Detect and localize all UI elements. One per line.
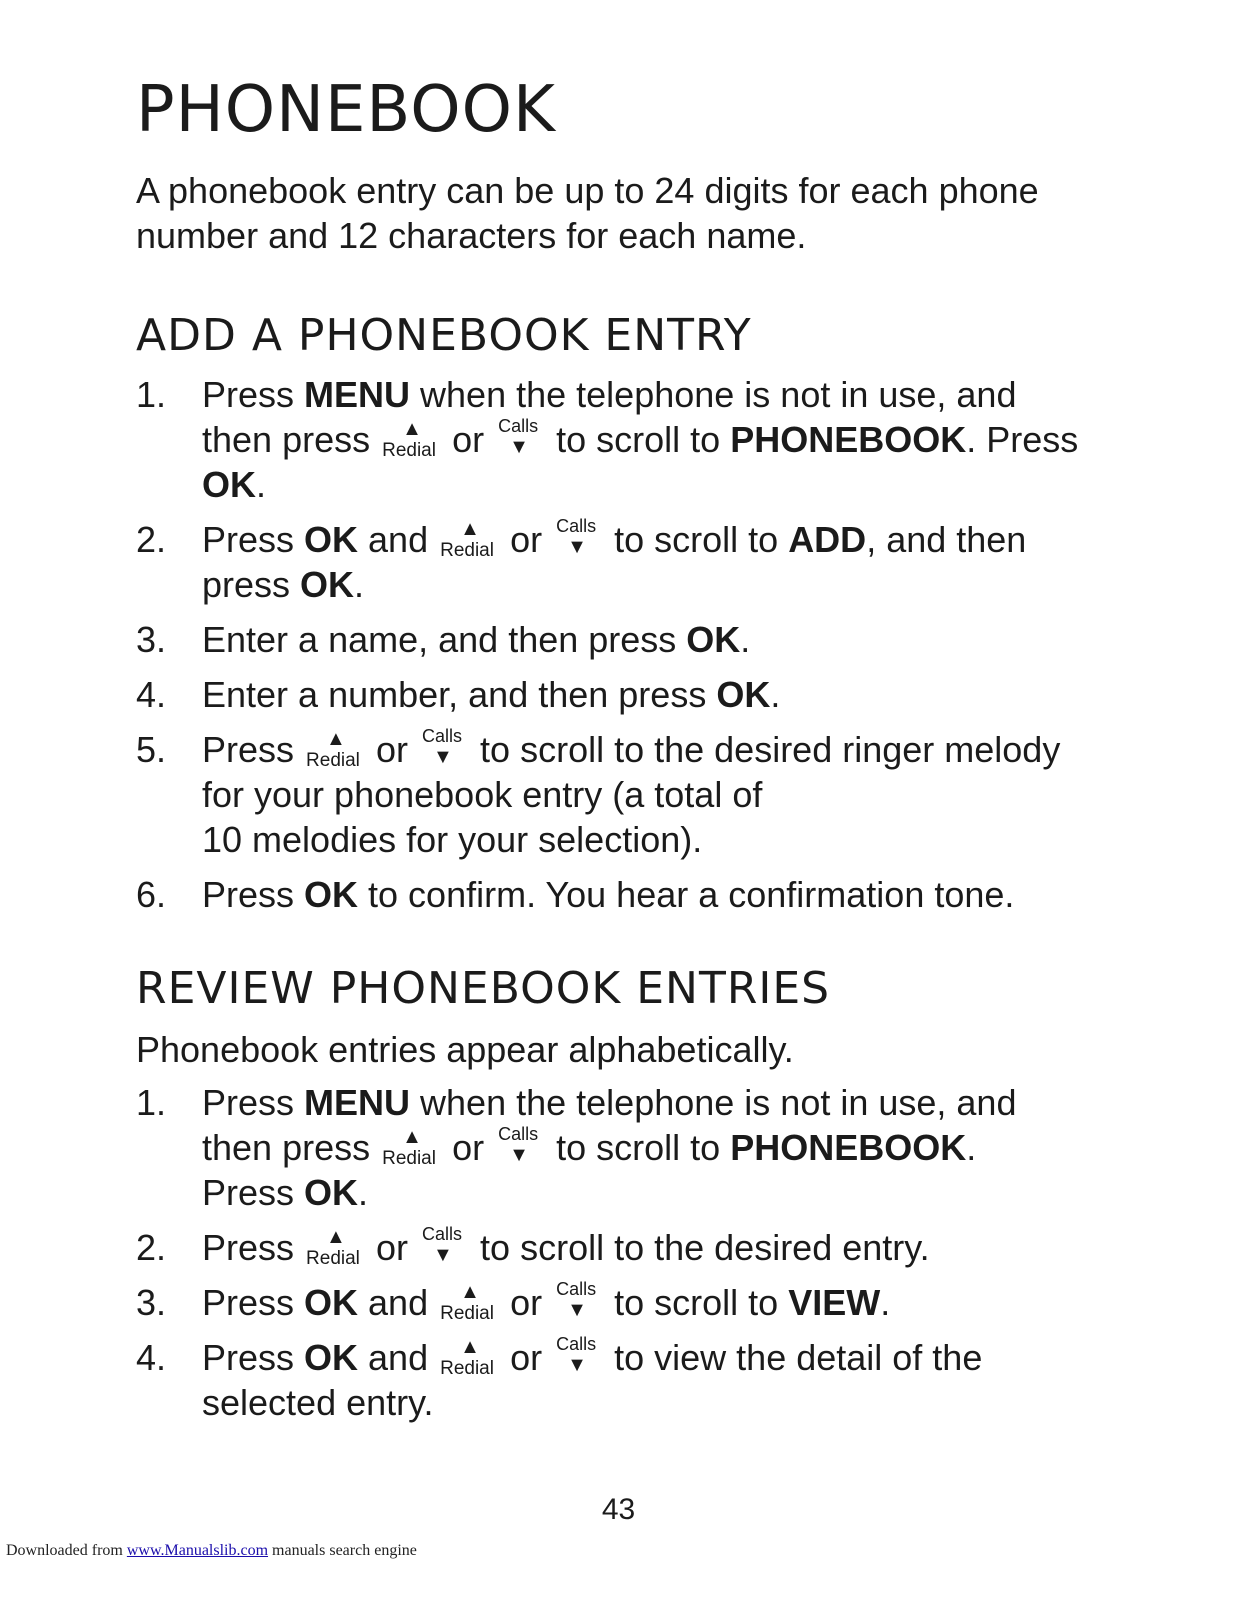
step-text: or — [366, 729, 419, 770]
calls-down-key-icon — [496, 417, 544, 462]
step-text: Press — [202, 1282, 305, 1323]
calls-down-key-icon — [420, 1225, 468, 1270]
step-text: when the telephone is not in use, and then press — [202, 374, 1017, 460]
step-text: Press — [202, 729, 305, 770]
calls-down-key-icon — [554, 1280, 602, 1325]
ok-key-text: OK — [304, 519, 359, 560]
calls-label: Calls — [498, 1124, 539, 1144]
step-text: to view the detail of the selected entry. — [202, 1337, 983, 1423]
document-page — [136, 70, 1096, 1435]
calls-down-key-icon — [554, 1335, 602, 1380]
step-text: or — [442, 419, 495, 460]
step-text: . — [966, 1127, 977, 1168]
list-item — [136, 517, 1096, 607]
section-description: Phonebook entries appear alphabetically. — [136, 1029, 794, 1070]
step-number: 1. — [136, 1082, 167, 1123]
calls-label: Calls — [422, 726, 463, 746]
ok-key-text: OK — [716, 674, 771, 715]
step-text: to scroll to the desired entry. — [470, 1227, 930, 1268]
add-key-text: ADD — [788, 519, 867, 560]
list-item — [136, 1080, 1096, 1215]
step-text: to scroll to — [546, 419, 731, 460]
ok-key-text: OK — [304, 1172, 359, 1213]
step-text: or — [500, 519, 553, 560]
step-text: , and then press — [202, 519, 1027, 605]
step-text: to confirm. You hear a confirmation tone. — [358, 874, 1015, 915]
step-text: Press — [202, 874, 305, 915]
step-text: Press — [202, 519, 305, 560]
up-arrow-icon: ▲ — [326, 728, 346, 750]
step-text: or — [500, 1337, 553, 1378]
redial-up-key-icon — [382, 1125, 440, 1170]
calls-down-key-icon — [554, 517, 602, 562]
up-arrow-icon: ▲ — [402, 1126, 422, 1148]
down-arrow-icon: ▼ — [509, 1144, 529, 1166]
step-text: Press — [202, 1227, 305, 1268]
add-steps-list — [136, 372, 1096, 917]
ok-key-text: OK — [202, 464, 256, 505]
ok-key-text: OK — [686, 619, 741, 660]
step-text: when the telephone is not in use, and then press — [202, 1082, 1017, 1168]
down-arrow-icon: ▼ — [567, 1299, 587, 1321]
ok-key-text: OK — [304, 874, 359, 915]
calls-label: Calls — [556, 1334, 597, 1354]
calls-label: Calls — [556, 1279, 597, 1299]
step-text: to scroll to — [546, 1127, 731, 1168]
step-text: and — [358, 1282, 439, 1323]
redial-up-key-icon — [440, 1335, 498, 1380]
calls-label: Calls — [422, 1224, 463, 1244]
redial-up-key-icon — [440, 517, 498, 562]
redial-label: Redial — [440, 1358, 494, 1379]
step-number: 2. — [136, 519, 167, 560]
step-text: Press — [202, 374, 305, 415]
down-arrow-icon: ▼ — [567, 1354, 587, 1376]
section-heading-add: ADD A PHONEBOOK ENTRY — [136, 310, 752, 361]
step-text: . — [354, 564, 365, 605]
step-text: . — [880, 1282, 891, 1323]
down-arrow-icon: ▼ — [567, 536, 587, 558]
redial-label: Redial — [382, 440, 436, 461]
step-text: Press — [202, 1082, 305, 1123]
down-arrow-icon: ▼ — [509, 436, 529, 458]
step-text: or — [500, 1282, 553, 1323]
footer-suffix: manuals search engine — [268, 1542, 417, 1559]
up-arrow-icon: ▲ — [326, 1226, 346, 1248]
step-text: Press — [202, 1337, 305, 1378]
step-text: or — [366, 1227, 419, 1268]
ok-key-text: OK — [304, 1282, 359, 1323]
list-item — [136, 727, 1096, 862]
step-text: Enter a number, and then press — [202, 674, 717, 715]
step-text: Press — [202, 1172, 305, 1213]
step-text: . — [770, 674, 781, 715]
step-text: 10 melodies for your selection). — [202, 819, 703, 860]
footer-prefix: Downloaded from — [6, 1542, 127, 1559]
menu-key-text: MENU — [304, 374, 411, 415]
step-text: to scroll to — [604, 519, 789, 560]
up-arrow-icon: ▲ — [402, 418, 422, 440]
step-text: to scroll to the desired ringer melody for your phonebook entry (a total of — [202, 729, 1061, 815]
view-key-text: VIEW — [788, 1282, 881, 1323]
intro-paragraph: A phonebook entry can be up to 24 digits for each phone number and 12 characters for each name. — [136, 170, 1039, 256]
down-arrow-icon: ▼ — [433, 746, 453, 768]
step-text: and — [358, 1337, 439, 1378]
redial-label: Redial — [382, 1148, 436, 1169]
ok-key-text: OK — [304, 1337, 359, 1378]
up-arrow-icon: ▲ — [460, 518, 480, 540]
step-text: and — [358, 519, 439, 560]
redial-up-key-icon — [306, 727, 364, 772]
page-number: 43 — [601, 1493, 636, 1526]
step-text: or — [442, 1127, 495, 1168]
step-text: . Press — [966, 419, 1079, 460]
redial-label: Redial — [306, 1248, 360, 1269]
up-arrow-icon: ▲ — [460, 1281, 480, 1303]
page-title: PHONEBOOK — [136, 73, 556, 147]
list-item — [136, 372, 1096, 507]
redial-up-key-icon — [306, 1225, 364, 1270]
calls-label: Calls — [556, 516, 597, 536]
calls-down-key-icon — [420, 727, 468, 772]
step-number: 3. — [136, 1282, 167, 1323]
step-number: 1. — [136, 374, 167, 415]
section-heading-review: REVIEW PHONEBOOK ENTRIES — [136, 963, 831, 1014]
phonebook-key-text: PHONEBOOK — [730, 1127, 967, 1168]
step-text: Enter a name, and then press — [202, 619, 687, 660]
calls-down-key-icon — [496, 1125, 544, 1170]
step-number: 5. — [136, 729, 167, 770]
step-number: 6. — [136, 874, 167, 915]
up-arrow-icon: ▲ — [460, 1336, 480, 1358]
step-text: to scroll to — [604, 1282, 789, 1323]
redial-label: Redial — [440, 540, 494, 561]
menu-key-text: MENU — [304, 1082, 411, 1123]
review-steps-list — [136, 1080, 1096, 1425]
list-item — [136, 672, 1096, 717]
redial-up-key-icon — [382, 417, 440, 462]
redial-up-key-icon — [440, 1280, 498, 1325]
down-arrow-icon: ▼ — [433, 1244, 453, 1266]
list-item — [136, 872, 1096, 917]
redial-label: Redial — [440, 1303, 494, 1324]
redial-label: Redial — [306, 750, 360, 771]
step-number: 4. — [136, 674, 167, 715]
step-number: 3. — [136, 619, 167, 660]
ok-key-text: OK — [300, 564, 355, 605]
download-footer — [6, 1541, 417, 1561]
list-item — [136, 1280, 1096, 1325]
list-item — [136, 617, 1096, 662]
step-text: . — [256, 464, 267, 505]
step-number: 4. — [136, 1337, 167, 1378]
step-number: 2. — [136, 1227, 167, 1268]
step-text: . — [740, 619, 751, 660]
calls-label: Calls — [498, 416, 539, 436]
manualslib-link[interactable]: www.Manualslib.com — [126, 1542, 269, 1559]
phonebook-key-text: PHONEBOOK — [730, 419, 967, 460]
list-item — [136, 1225, 1096, 1270]
list-item — [136, 1335, 1096, 1425]
step-text: . — [358, 1172, 369, 1213]
